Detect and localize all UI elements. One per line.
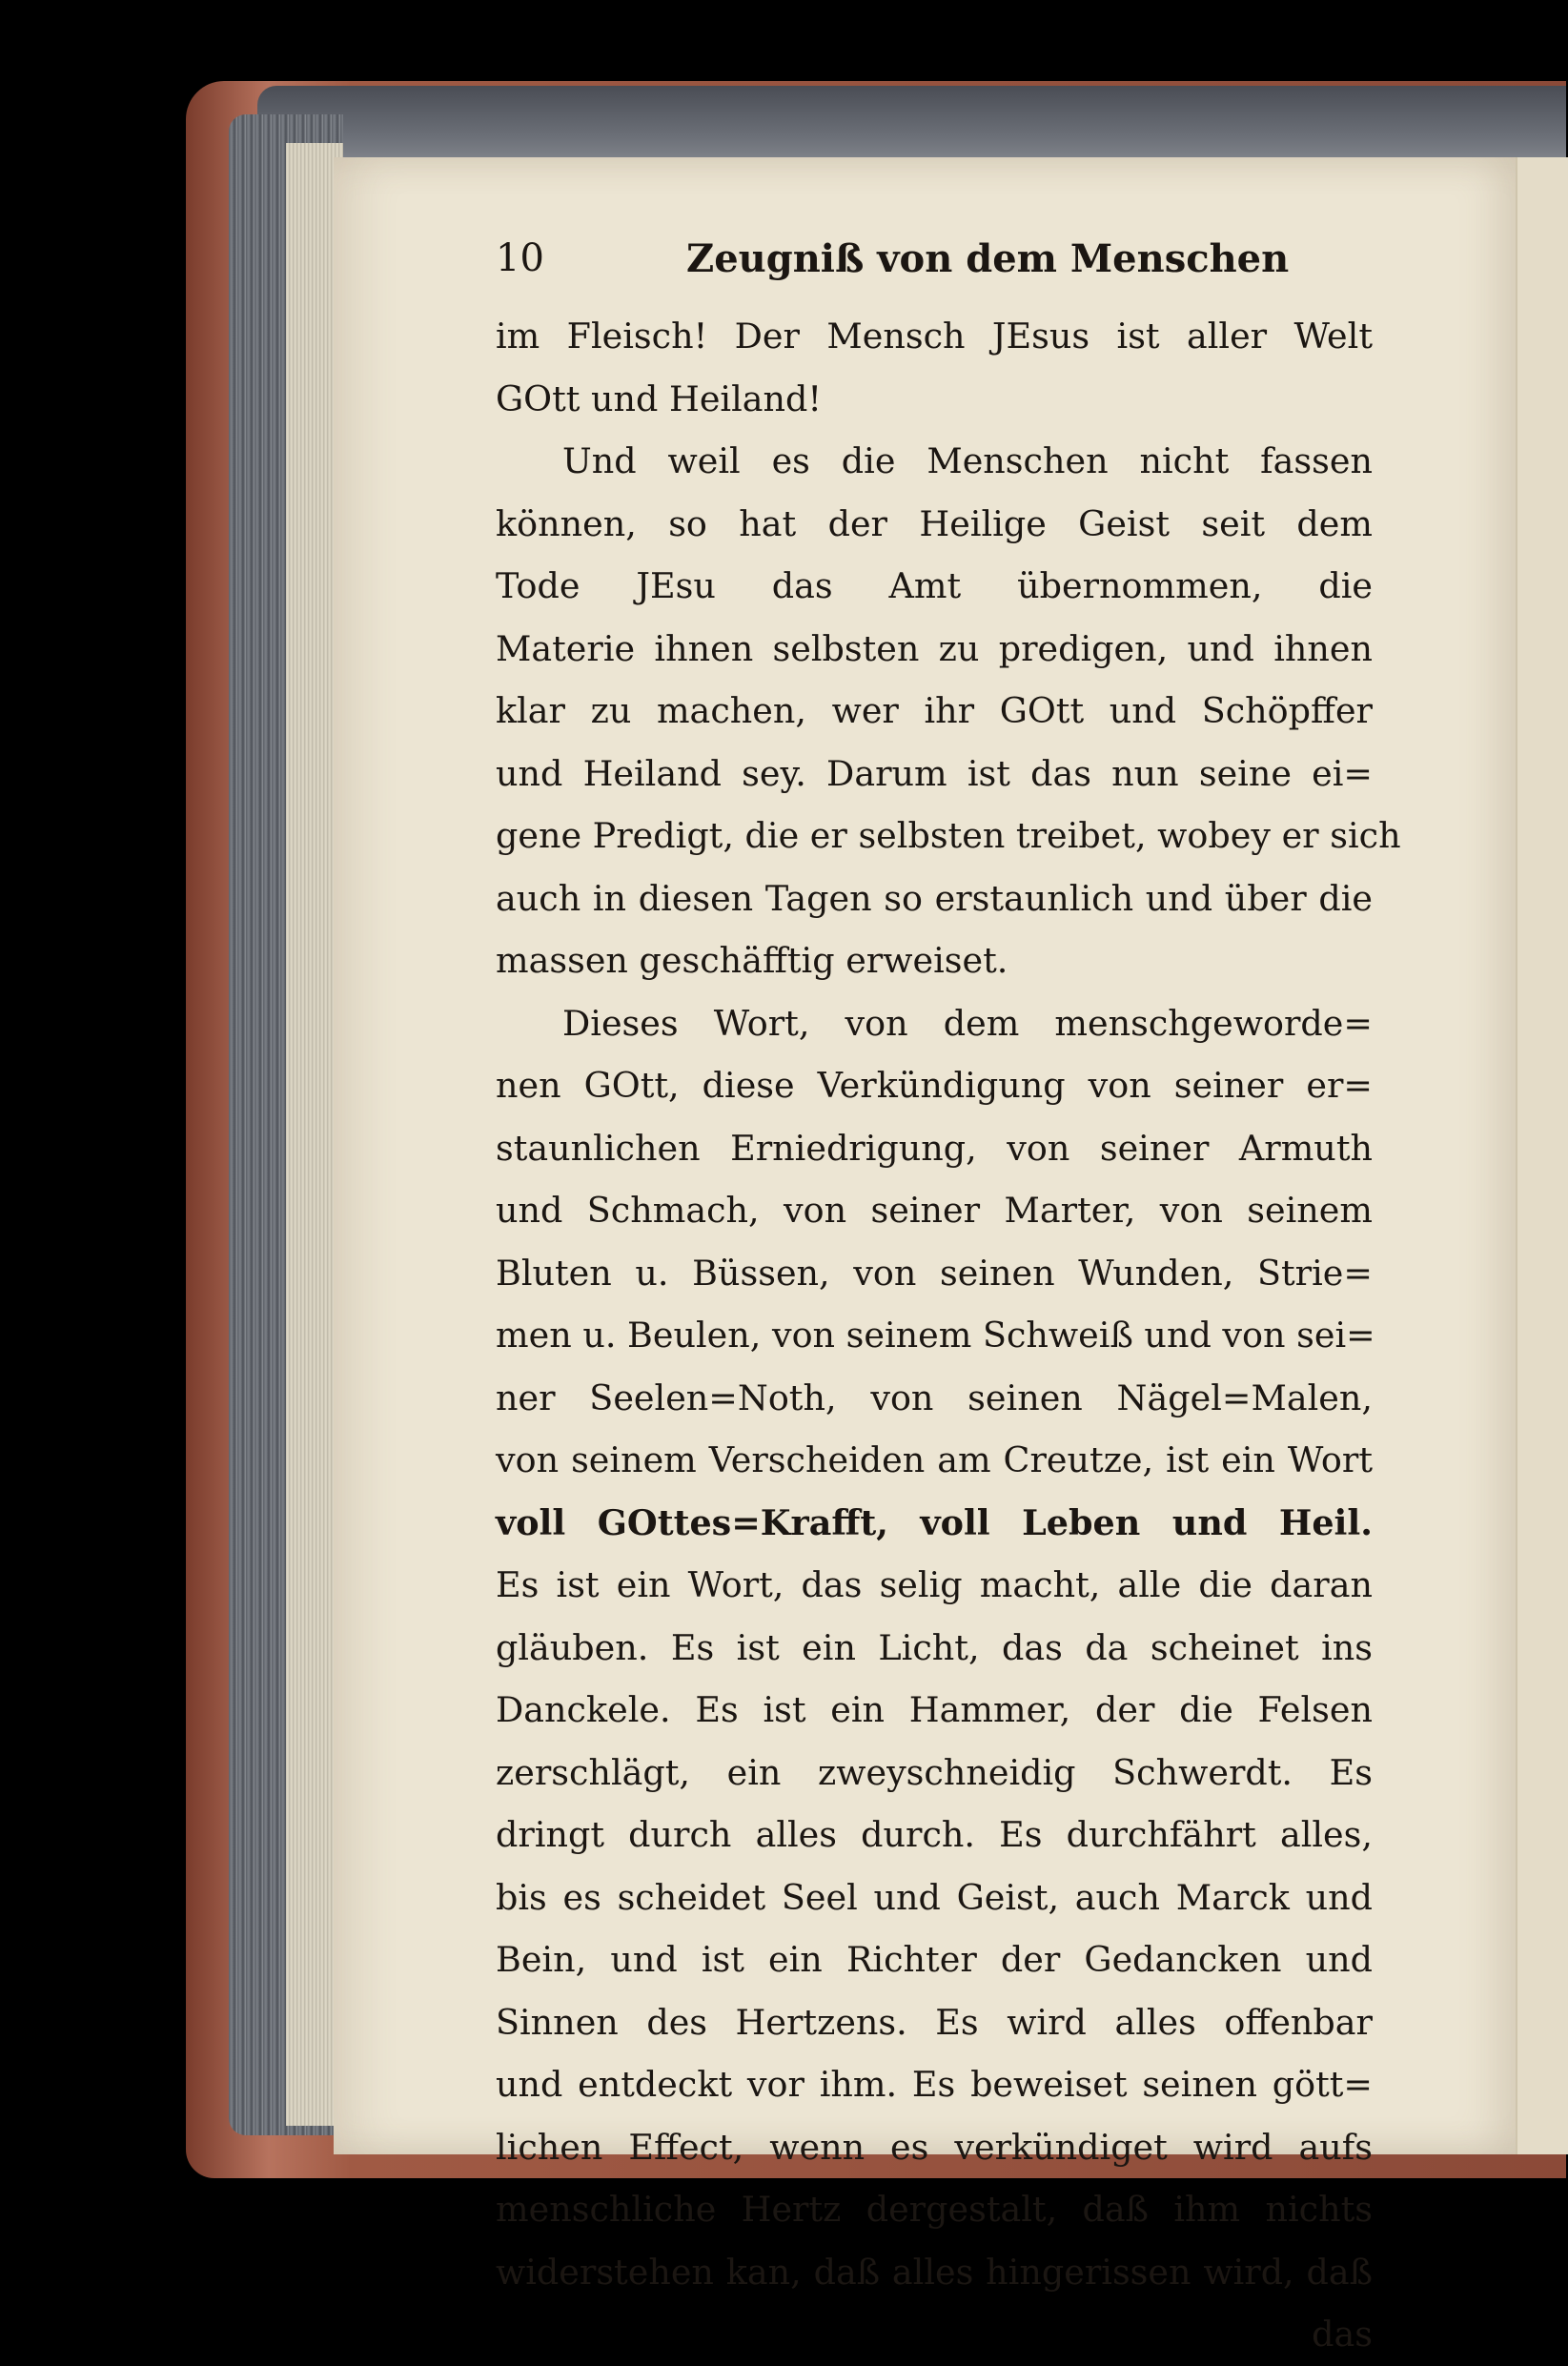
text-line: nen GOtt, diese Verkündigung von seiner er= xyxy=(496,1065,1373,1106)
text-line: von seinem Verscheiden am Creutze, ist ein Wort xyxy=(496,1439,1373,1480)
text-line: massen geschäfftig erweiset. xyxy=(496,940,1008,981)
text-line: bis es scheidet Seel und Geist, auch Marck und xyxy=(496,1876,1373,1918)
text-line: Bluten u. Büssen, von seinen Wunden, Strie= xyxy=(496,1252,1373,1294)
text-line: dringt durch alles durch. Es durchfährt alles, xyxy=(496,1814,1373,1855)
text-line: Tode JEsu das Amt übernommen, die xyxy=(496,565,1373,606)
text-line: und Heiland sey. Darum ist das nun seine ei= xyxy=(496,752,1373,794)
page-number: 10 xyxy=(496,236,544,280)
facing-page-edge xyxy=(1516,157,1568,2154)
paragraph-start-line: Dieses Wort, von dem menschgeworde= xyxy=(562,1002,1373,1044)
text-line: und entdeckt vor ihm. Es beweiset seinen gött= xyxy=(496,2064,1373,2105)
text-line: men u. Beulen, von seinem Schweiß und von sei= xyxy=(496,1315,1375,1356)
text-line: widerstehen kan, daß alles hingerissen wird, daß xyxy=(496,2251,1373,2293)
text-line: Sinnen des Hertzens. Es wird alles offenbar xyxy=(496,2001,1373,2043)
text-line: klar zu machen, wer ihr GOtt und Schöpffer xyxy=(496,690,1373,731)
text-line: und Schmach, von seiner Marter, von seinem xyxy=(496,1190,1373,1231)
text-line: können, so hat der Heilige Geist seit dem xyxy=(496,502,1373,544)
text-line: staunlichen Erniedrigung, von seiner Armuth xyxy=(496,1127,1373,1169)
text-line: GOtt und Heiland! xyxy=(496,377,823,419)
text-line: Es ist ein Wort, das selig macht, alle die daran xyxy=(496,1564,1373,1605)
text-line: menschliche Hertz dergestalt, daß ihm nichts xyxy=(496,2189,1373,2230)
text-line: im Fleisch! Der Mensch JEsus ist aller Welt xyxy=(496,316,1373,357)
text-line: lichen Effect, wenn es verkündiget wird aufs xyxy=(496,2126,1373,2168)
text-line: zerschlägt, ein zweyschneidig Schwerdt. Es xyxy=(496,1751,1373,1793)
body-text xyxy=(496,305,1401,2366)
running-title: Zeugniß von dem Menschen xyxy=(686,236,1290,281)
catchword: das xyxy=(1312,2314,1373,2355)
text-line: Materie ihnen selbsten zu predigen, und ihnen xyxy=(496,627,1373,669)
page-header xyxy=(496,236,1315,294)
text-line: ner Seelen=Noth, von seinen Nägel=Malen, xyxy=(496,1377,1373,1418)
text-line: gläuben. Es ist ein Licht, das da scheinet ins xyxy=(496,1626,1373,1668)
text-line: auch in diesen Tagen so erstaunlich und über die xyxy=(496,877,1373,919)
text-line: voll GOttes=Krafft, voll Leben und Heil. xyxy=(496,1501,1373,1543)
text-line: Bein, und ist ein Richter der Gedancken und xyxy=(496,1939,1373,1980)
paragraph-start-line: Und weil es die Menschen nicht fassen xyxy=(562,440,1373,481)
text-line: gene Predigt, die er selbsten treibet, wobey er sich xyxy=(496,815,1401,856)
text-line: Danckele. Es ist ein Hammer, der die Felsen xyxy=(496,1689,1373,1730)
